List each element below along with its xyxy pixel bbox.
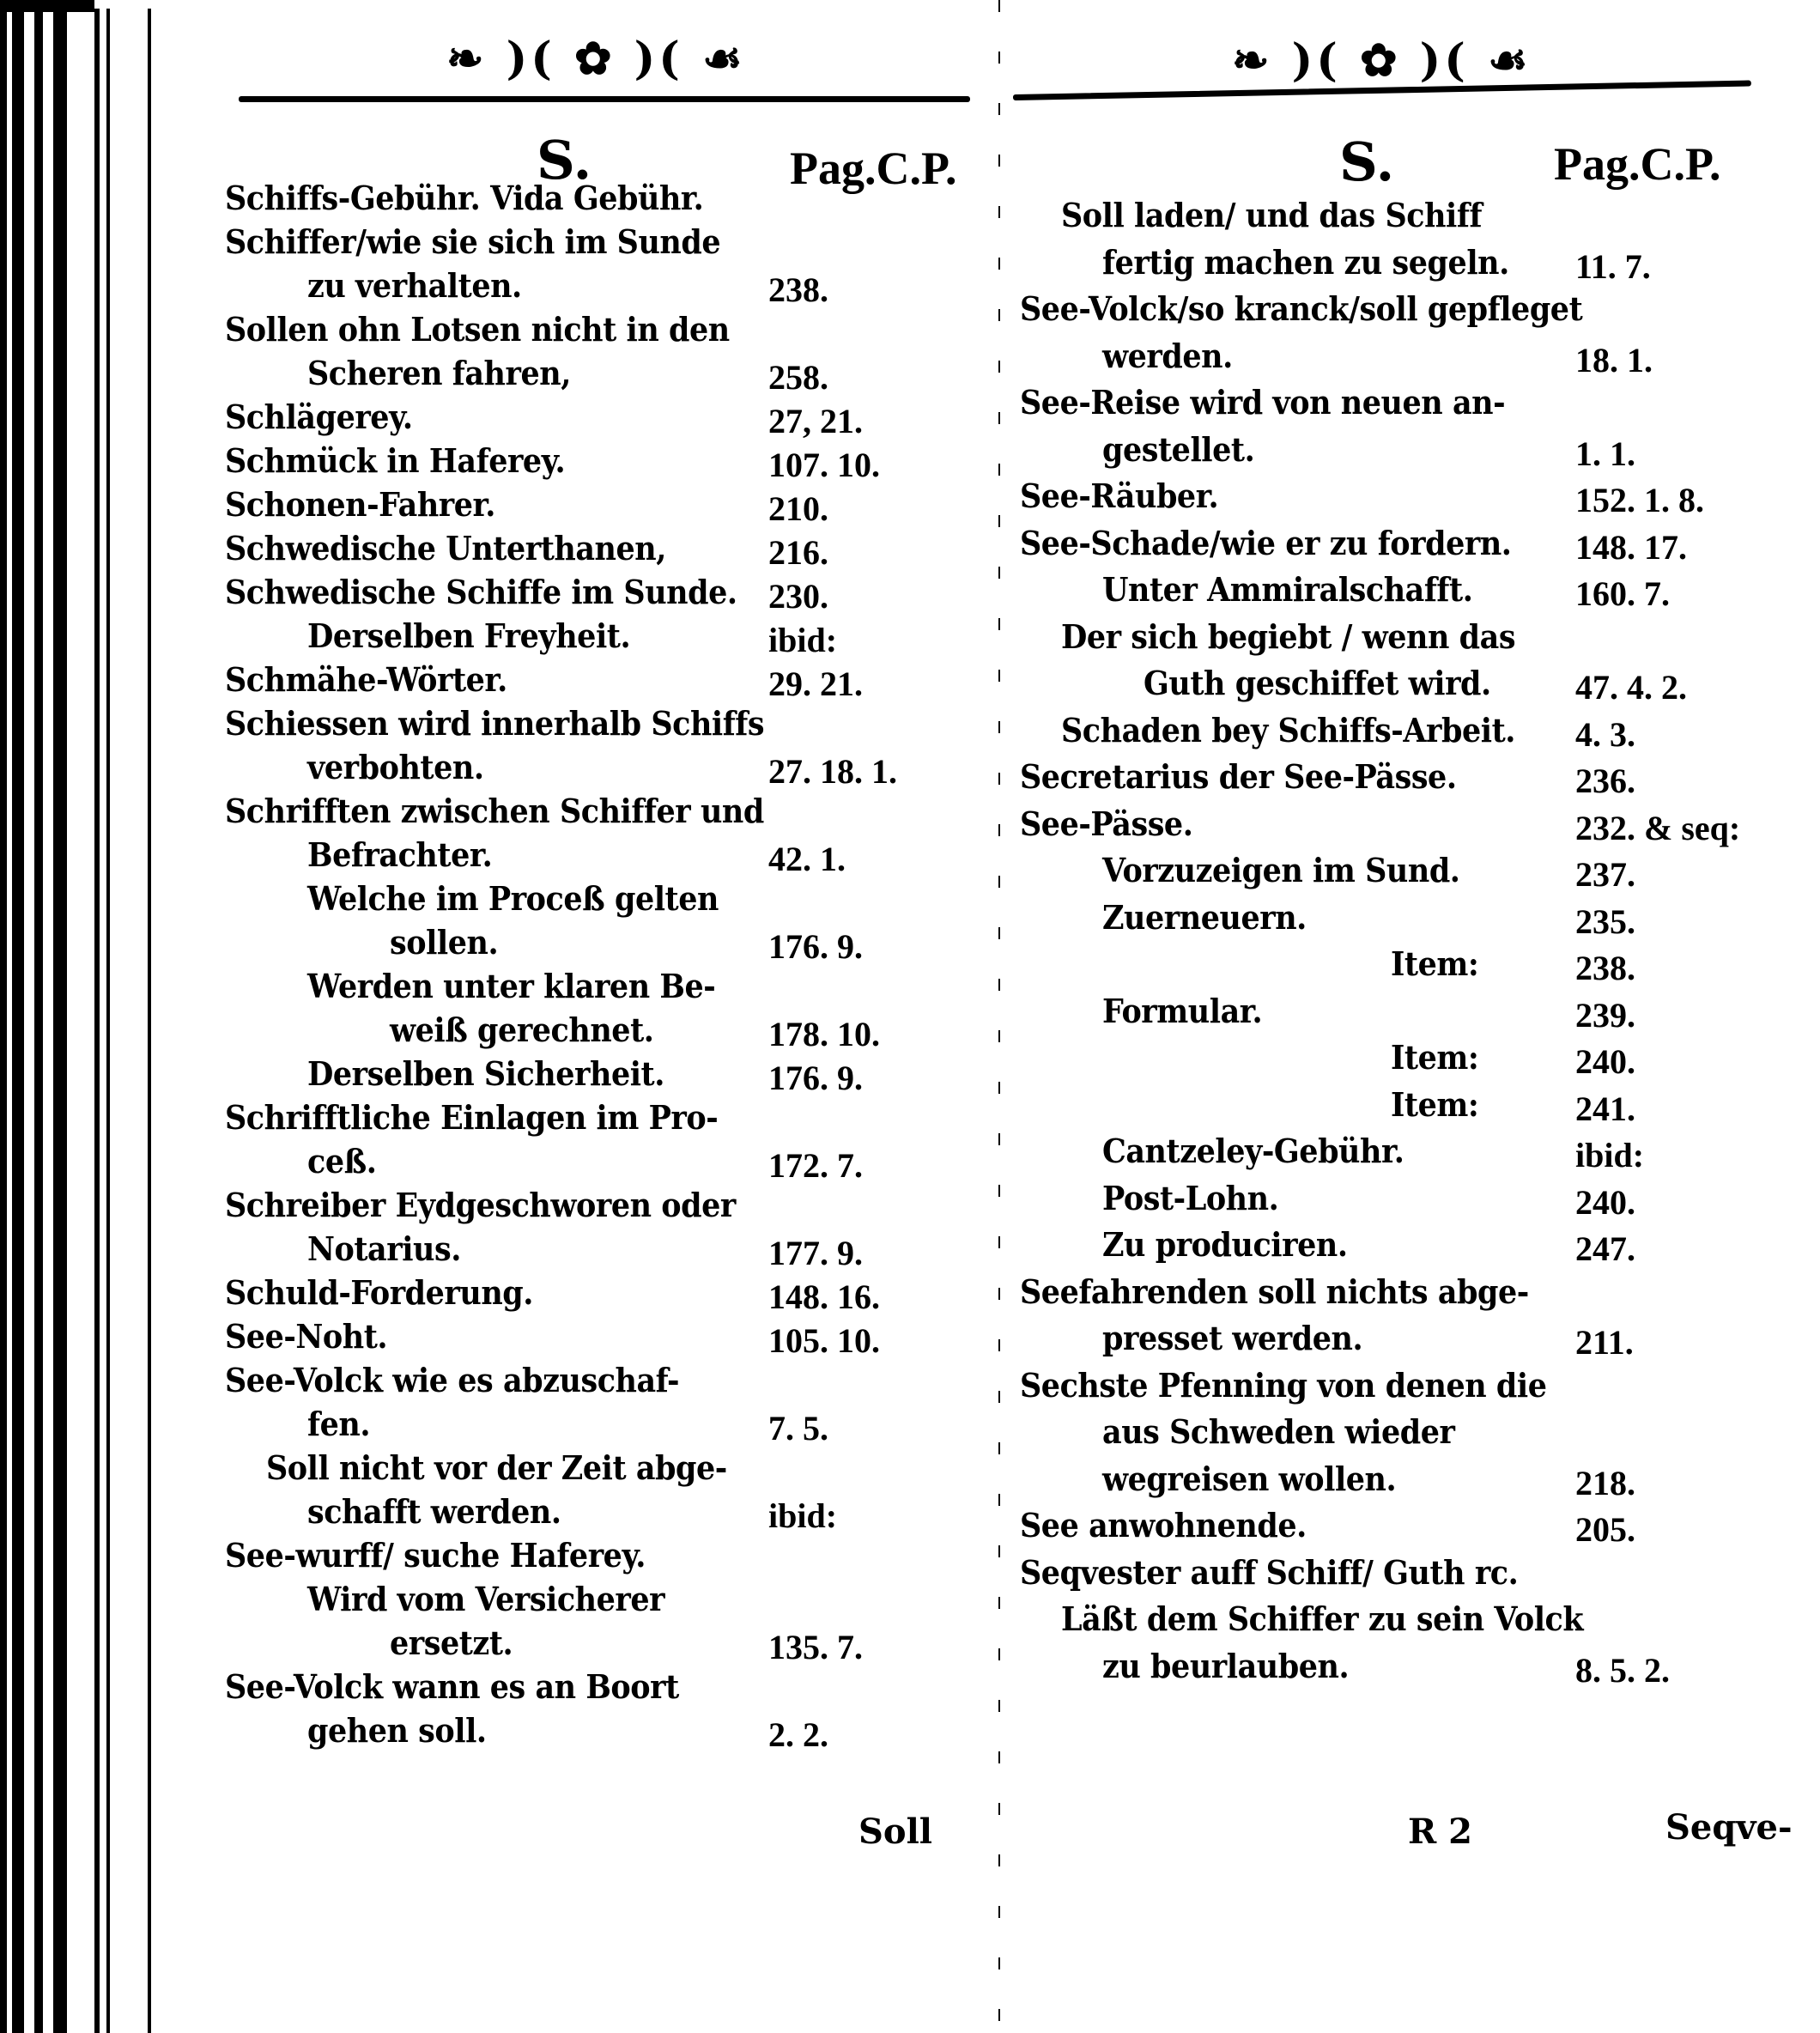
index-entry-text: Post-Lohn.	[1102, 1178, 1279, 1217]
signature-mark: R 2	[1408, 1811, 1472, 1852]
index-entry-ref: 210.	[768, 489, 828, 528]
index-entry-text: Läßt dem Schiffer zu sein Volck	[1061, 1599, 1584, 1638]
index-entry-text: Schiessen wird innerhalb Schiffs	[225, 704, 765, 743]
index-entry-text: Secretarius der See-Pässe.	[1020, 757, 1457, 796]
index-entry-text: Seefahrenden soll nichts abge-	[1020, 1271, 1529, 1311]
index-entry-text: Welche im Proceß gelten	[307, 879, 719, 918]
page-gutter	[998, 0, 1000, 2033]
index-entry-text: Cantzeley-Gebühr.	[1102, 1132, 1404, 1170]
index-entry-ref: 148. 16.	[768, 1277, 880, 1316]
index-entry-text: Item:	[1391, 1038, 1479, 1077]
index-entry-ref: 218.	[1575, 1463, 1635, 1502]
index-entry-text: See-wurff/ suche Haferey.	[225, 1536, 646, 1575]
index-entry-text: werden.	[1102, 336, 1233, 375]
index-entry-ref: 216.	[768, 533, 828, 572]
index-entry-ref: ibid:	[768, 1496, 838, 1535]
index-entry-text: See-Volck/so kranck/soll gepfleget	[1020, 289, 1583, 328]
section-letter: S.	[537, 129, 592, 191]
index-entry-text: Schonen-Fahrer.	[225, 485, 495, 524]
index-entry-ref: 235.	[1575, 901, 1635, 941]
index-entry-ref: 29. 21.	[768, 665, 863, 703]
index-entry-text: Schuld-Forderung.	[225, 1273, 533, 1312]
index-entry-ref: 1. 1.	[1575, 434, 1635, 473]
index-entry-text: Schwedische Unterthanen,	[225, 529, 666, 567]
section-letter: S.	[1339, 130, 1395, 193]
index-entry-text: Soll nicht vor der Zeit abge-	[266, 1448, 727, 1487]
index-entry-text: Seqvester auff Schiff/ Guth rc.	[1020, 1552, 1519, 1592]
index-entry-text: schafft werden.	[307, 1492, 561, 1531]
index-entry-ref: 237.	[1575, 855, 1635, 894]
index-entry-ref: 7. 5.	[768, 1409, 828, 1447]
catchword: Soll	[858, 1811, 932, 1852]
index-entry-text: See-Volck wie es abzuschaf-	[225, 1361, 680, 1399]
index-entry-text: Schiffs-Gebühr. Vida Gebühr.	[225, 179, 704, 217]
index-entry-text: See-Schade/wie er zu fordern.	[1020, 523, 1512, 562]
index-entry-ref: 178. 10.	[768, 1015, 880, 1053]
index-entry-text: gehen soll.	[307, 1711, 487, 1750]
index-entry-ref: 240.	[1575, 1182, 1635, 1222]
index-entry-ref: 176. 9.	[768, 927, 863, 966]
index-entry-text: Derselben Freyheit.	[307, 616, 631, 655]
index-entry-text: zu beurlauben.	[1102, 1646, 1350, 1685]
index-entry-ref: 148. 17.	[1575, 527, 1687, 567]
index-entry-ref: ibid:	[768, 621, 838, 659]
index-entry-ref: 152. 1. 8.	[1575, 481, 1704, 519]
index-entry-text: Vorzuzeigen im Sund.	[1102, 851, 1460, 889]
index-entry-ref: 205.	[1575, 1510, 1635, 1549]
index-entry-text: Wird vom Versicherer	[307, 1580, 665, 1618]
index-entry-text: Unter Ammiralschafft.	[1102, 570, 1473, 609]
index-entry-text: Soll laden/ und das Schiff	[1061, 196, 1483, 234]
index-entry-text: ceß.	[307, 1142, 377, 1180]
index-entry-text: Schmähe-Wörter.	[225, 660, 507, 699]
index-entry-text: Notarius.	[307, 1229, 461, 1268]
index-entry-ref: 247.	[1575, 1229, 1635, 1268]
index-entry-text: Schrifften zwischen Schiffer und	[225, 792, 764, 830]
index-entry-ref: 18. 1.	[1575, 340, 1653, 379]
index-entry-ref: 177. 9.	[768, 1234, 863, 1272]
index-entry-text: Schwedische Schiffe im Sunde.	[225, 573, 737, 611]
index-entry-text: Schreiber Eydgeschworen oder	[225, 1186, 736, 1224]
index-entry-text: Item:	[1391, 944, 1479, 983]
index-entry-text: ersetzt.	[390, 1623, 513, 1662]
index-entry-ref: 240.	[1575, 1042, 1635, 1081]
index-entry-text: fen.	[307, 1405, 371, 1443]
index-entry-ref: 232. & seq:	[1575, 808, 1741, 847]
header-rule	[239, 96, 970, 102]
header-ornament: ❧ )( ✿ )( ☙	[1232, 34, 1532, 87]
index-entry-text: See anwohnende.	[1020, 1506, 1307, 1544]
index-entry-text: See-Noht.	[225, 1317, 388, 1356]
index-entry-text: Zuerneuern.	[1102, 897, 1307, 937]
index-entry-text: Scheren fahren,	[307, 354, 571, 392]
index-entry-ref: 135. 7.	[768, 1628, 863, 1666]
column-header: Pag.C.P.	[1554, 138, 1721, 190]
header-ornament: ❧ )( ✿ )( ☙	[446, 33, 746, 85]
index-entry-text: weiß gerechnet.	[390, 1010, 654, 1049]
index-entry-ref: 241.	[1575, 1089, 1635, 1128]
index-entry-text: Formular.	[1102, 991, 1263, 1030]
index-entry-text: Derselben Sicherheit.	[307, 1054, 664, 1093]
index-entry-text: presset werden.	[1102, 1319, 1363, 1357]
index-entry-ref: 211.	[1575, 1323, 1634, 1362]
index-entry-text: Sollen ohn Lotsen nicht in den	[225, 310, 730, 349]
index-entry-text: See-Pässe.	[1020, 804, 1193, 843]
index-entry-ref: 27, 21.	[768, 402, 863, 440]
index-entry-ref: 2. 2.	[768, 1715, 828, 1754]
index-entry-text: gestellet.	[1102, 429, 1255, 469]
index-entry-text: See-Reise wird von neuen an-	[1020, 383, 1506, 422]
index-entry-text: See-Räuber.	[1020, 476, 1219, 515]
index-entry-text: Der sich begiebt / wenn das	[1061, 616, 1516, 656]
index-entry-ref: 176. 9.	[768, 1059, 863, 1097]
column-header: Pag.C.P.	[790, 143, 957, 194]
index-entry-text: Befrachter.	[307, 835, 493, 874]
index-entry-ref: 4. 3.	[1575, 714, 1635, 754]
index-entry-ref: 160. 7.	[1575, 574, 1670, 613]
index-entry-text: Schaden bey Schiffs-Arbeit.	[1061, 710, 1515, 749]
index-entry-text: aus Schweden wieder	[1102, 1412, 1455, 1451]
index-entry-ref: 47. 4. 2.	[1575, 668, 1687, 707]
index-entry-ref: 239.	[1575, 995, 1635, 1035]
index-entry-text: Item:	[1391, 1084, 1479, 1124]
index-entry-text: Schrifftliche Einlagen im Pro-	[225, 1098, 719, 1137]
index-entry-ref: 230.	[768, 577, 828, 616]
index-entry-text: See-Volck wann es an Boort	[225, 1667, 679, 1706]
index-entry-ref: 238.	[1575, 949, 1635, 987]
index-entry-ref: 238.	[768, 270, 828, 309]
index-entry-ref: 107. 10.	[768, 446, 880, 484]
index-entry-ref: 11. 7.	[1575, 246, 1651, 286]
index-entry-ref: 27. 18. 1.	[768, 752, 897, 791]
index-entry-text: Schlägerey.	[225, 397, 413, 436]
index-entry-ref: 42. 1.	[768, 840, 846, 878]
index-entry-text: zu verhalten.	[307, 266, 522, 305]
index-entry-text: Zu produciren.	[1102, 1225, 1348, 1264]
index-entry-text: fertig machen zu segeln.	[1102, 242, 1509, 282]
index-entry-ref: 8. 5. 2.	[1575, 1650, 1670, 1690]
index-entry-ref: ibid:	[1575, 1136, 1645, 1174]
index-entry-text: sollen.	[390, 923, 499, 962]
index-entry-ref: 105. 10.	[768, 1321, 880, 1360]
index-entry-text: wegreisen wollen.	[1102, 1459, 1397, 1498]
index-entry-ref: 236.	[1575, 762, 1635, 800]
index-entry-text: Schmück in Haferey.	[225, 441, 566, 480]
catchword: Seqve-	[1665, 1807, 1793, 1848]
index-entry-text: Sechste Pfenning von denen die	[1020, 1365, 1547, 1405]
index-entry-text: verbohten.	[307, 748, 484, 786]
index-entry-text: Werden unter klaren Be-	[307, 967, 716, 1005]
right-page	[1004, 0, 1820, 2033]
index-entry-ref: 258.	[768, 358, 828, 397]
index-entry-text: Guth geschiffet wird.	[1144, 664, 1491, 702]
index-entry-text: Schiffer/wie sie sich im Sunde	[225, 222, 721, 261]
index-entry-ref: 172. 7.	[768, 1146, 863, 1185]
